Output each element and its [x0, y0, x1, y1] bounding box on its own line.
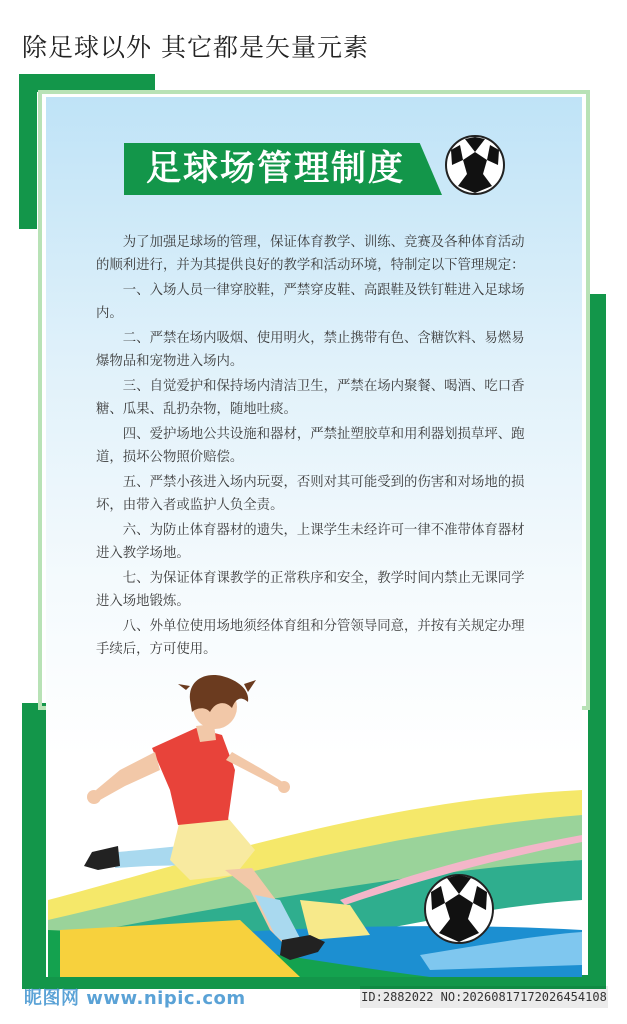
watermark-id: ID:2882022 NO:20260817172026454108	[360, 986, 608, 1008]
rule-item-5: 五、严禁小孩进入场内玩耍，否则对其可能受到的伤害和对场地的损坏，由带入者或监护人负全责。	[96, 475, 525, 513]
rule-item-1: 一、入场人员一律穿胶鞋，严禁穿皮鞋、高跟鞋及铁钉鞋进入足球场内。	[96, 283, 525, 321]
rule-item-3: 三、自觉爱护和保持场内清洁卫生，严禁在场内聚餐、喝酒、吃口香糖、瓜果、乱扔杂物，随地吐痰。	[96, 379, 525, 417]
soccer-ball-bottom-icon	[425, 875, 493, 943]
rule-item-8: 八、外单位使用场地须经体育组和分管领导同意，并按有关规定办理手续后，方可使用。	[96, 619, 525, 657]
poster-caption: 除足球以外 其它都是矢量元素	[22, 33, 369, 62]
rule-item-6: 六、为防止体育器材的遗失，上课学生未经许可一律不准带体育器材进入教学场地。	[96, 523, 525, 561]
rule-item-4: 四、爱护场地公共设施和器材，严禁扯塑胶草和用利器划损草坪、跑道，损坏公物照价赔偿。	[96, 427, 525, 465]
rules-intro: 为了加强足球场的管理，保证体育教学、训练、竞赛及各种体育活动的顺利进行，并为其提供良好的教学和活动环境，特制定以下管理规定：	[96, 235, 525, 273]
rule-item-7: 七、为保证体育课教学的正常秩序和安全，教学时间内禁止无课同学进入场地锻炼。	[96, 571, 525, 609]
poster-title: 足球场管理制度	[146, 149, 406, 189]
rule-item-2: 二、严禁在场内吸烟、使用明火，禁止携带有色、含糖饮料、易燃易爆物品和宠物进入场内。	[96, 331, 525, 369]
watermark-site: 昵图网 www.nipic.com	[24, 988, 246, 1009]
